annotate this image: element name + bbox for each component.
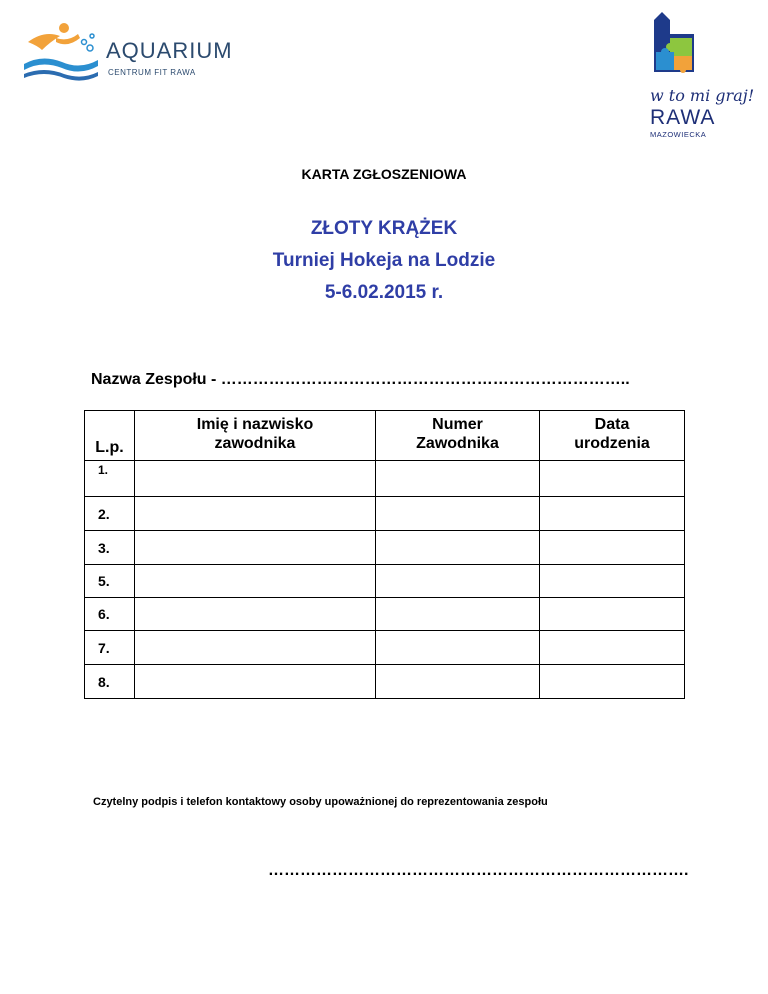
table-row [85, 531, 685, 565]
header-number [376, 411, 540, 461]
event-subtitle: Turniej Hokeja na Lodzie [272, 250, 496, 271]
event-name: ZŁOTY KRĄŻEK [310, 218, 458, 239]
row-number: 7. [85, 631, 135, 665]
player-number-cell[interactable] [376, 665, 540, 699]
header-birthdate-label: Data urodzenia [574, 416, 650, 452]
row-number: 8. [85, 665, 135, 699]
rawa-subname: MAZOWIECKA [650, 130, 707, 139]
player-birthdate-cell[interactable] [540, 598, 685, 631]
aquarium-title: AQUARIUM [106, 38, 233, 63]
header-birthdate [540, 411, 685, 461]
aquarium-logo [22, 20, 252, 90]
header-number-label: Numer Zawodnika [416, 416, 499, 452]
header-lp [85, 411, 135, 461]
roster-table [84, 410, 685, 699]
player-number-cell[interactable] [376, 631, 540, 665]
player-name-cell[interactable] [135, 631, 376, 665]
rawa-slogan: w to mi graj! [650, 86, 755, 105]
player-birthdate-cell[interactable] [540, 497, 685, 531]
event-dates: 5-6.02.2015 r. [324, 282, 444, 303]
table-row [85, 461, 685, 497]
swimmer-wave-icon [22, 20, 106, 90]
form-title: KARTA ZGŁOSZENIOWA [301, 166, 467, 182]
row-number: 5. [85, 565, 135, 598]
puzzle-tower-icon [640, 12, 710, 84]
header-lp-label: L.p. [95, 439, 124, 456]
row-number: 3. [85, 531, 135, 565]
rawa-name: RAWA [650, 106, 716, 129]
player-name-cell[interactable] [135, 665, 376, 699]
player-number-cell[interactable] [376, 531, 540, 565]
player-number-cell[interactable] [376, 497, 540, 531]
rawa-logo [640, 12, 755, 142]
player-name-cell[interactable] [135, 497, 376, 531]
player-number-cell[interactable] [376, 461, 540, 497]
player-name-cell[interactable] [135, 598, 376, 631]
player-birthdate-cell[interactable] [540, 531, 685, 565]
table-row [85, 598, 685, 631]
table-row [85, 665, 685, 699]
aquarium-subtitle: CENTRUM FIT RAWA [108, 68, 196, 77]
row-number: 2. [85, 497, 135, 531]
signature-label: Czytelny podpis i telefon kontaktowy osoby upoważnionej do reprezentowania zespołu [93, 796, 548, 808]
team-name-field[interactable]: Nazwa Zespołu - ………………………………………………………………….. [91, 371, 630, 388]
row-number: 6. [85, 598, 135, 631]
header-name [135, 411, 376, 461]
signature-field[interactable]: ……………………………………………………………………. [268, 862, 689, 879]
table-row [85, 565, 685, 598]
row-number: 1. [85, 461, 135, 497]
player-birthdate-cell[interactable] [540, 565, 685, 598]
table-row [85, 497, 685, 531]
header-name-label: Imię i nazwisko zawodnika [196, 416, 314, 452]
table-row [85, 631, 685, 665]
player-name-cell[interactable] [135, 531, 376, 565]
player-birthdate-cell[interactable] [540, 631, 685, 665]
player-name-cell[interactable] [135, 565, 376, 598]
player-number-cell[interactable] [376, 565, 540, 598]
player-number-cell[interactable] [376, 598, 540, 631]
player-name-cell[interactable] [135, 461, 376, 497]
player-birthdate-cell[interactable] [540, 461, 685, 497]
player-birthdate-cell[interactable] [540, 665, 685, 699]
table-header-row [85, 411, 685, 461]
